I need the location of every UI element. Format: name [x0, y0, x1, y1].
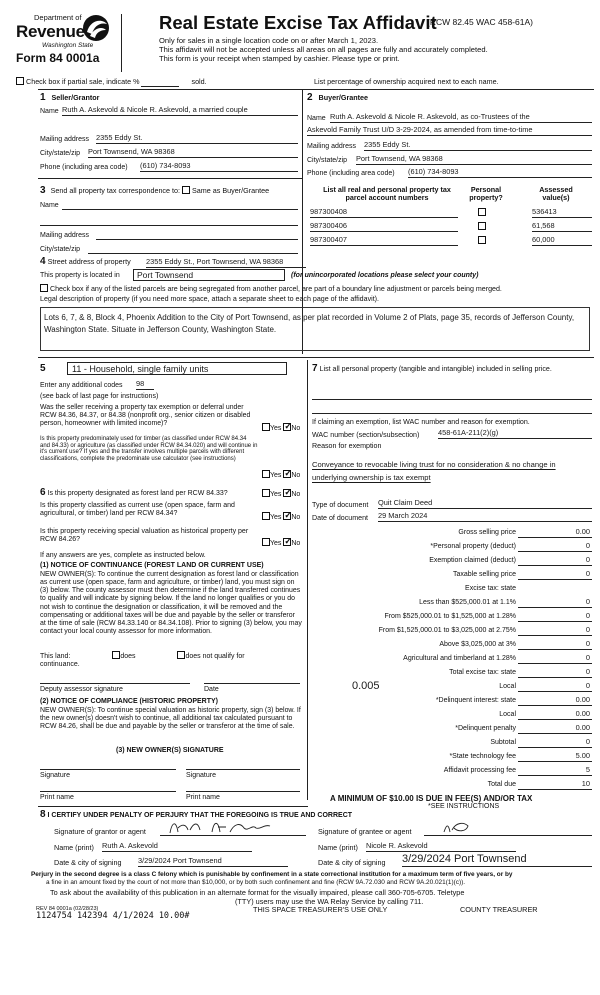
tax-row-value[interactable]: 10 [581, 779, 590, 788]
grantee-name-field[interactable]: Nicole R. Askevold [366, 842, 516, 852]
tax-row [312, 724, 594, 736]
buyer-heading [307, 92, 368, 104]
grantor-signature-image [160, 818, 306, 836]
grantee-date-field[interactable]: 3/29/2024 Port Townsend [402, 853, 592, 867]
tax-row-label: *Delinquent interest: state [435, 697, 516, 704]
parcel-number-field[interactable]: 987300406 [310, 222, 458, 232]
notice-continuance-title: (1) NOTICE OF CONTINUANCE (FOREST LAND OR CURRENT USE) [40, 562, 264, 569]
segregated-checkbox[interactable] [40, 284, 48, 292]
tax-row-value[interactable]: 0.00 [575, 723, 590, 732]
historic-answer [262, 538, 300, 548]
grantor-signature-label: Signature of grantor or agent [54, 827, 146, 836]
yes-label: Yes [270, 491, 282, 498]
state-line: Washington State [42, 42, 94, 49]
personal-property-list-field-1[interactable] [312, 390, 592, 400]
divider [38, 178, 302, 179]
tax-row-value[interactable]: 0 [585, 737, 590, 746]
forest-land-question [40, 487, 265, 499]
no-label: No [291, 540, 301, 547]
wac-label: WAC number (section/subsection) [312, 431, 420, 439]
personal-header-line1: Personal [470, 185, 502, 194]
buyer-name-field-line2[interactable]: Askevold Family Trust U/D 3-29-2024, as amended from time-to-time [307, 126, 592, 136]
additional-codes-label: Enter any additional codes [40, 382, 123, 389]
yes-label: Yes [270, 425, 282, 432]
tax-row-value[interactable]: 0 [585, 541, 590, 550]
see-back-note: (see back of last page for instructions) [40, 393, 159, 400]
tax-row-value[interactable]: 0.00 [575, 709, 590, 718]
section5-num: 5 [40, 363, 46, 374]
tax-row-line [518, 598, 592, 608]
assessed-value-field[interactable]: 60,000 [532, 236, 592, 246]
tax-row-value[interactable]: 0 [585, 611, 590, 620]
tax-row-label: Excise tax: state [465, 585, 516, 592]
seller-heading-label: Seller/Grantor [51, 93, 100, 102]
tax-row-label: Total due [487, 781, 516, 788]
notice-compliance-body: NEW OWNER(S): To continue special valuation as historic property, sign (3) below. If the new owner(s) doesn't wish to continue, all additional tax calculated pursuant to RCW 84.26, shall be due and payable by the seller or transferor at the time of sale. [40, 707, 301, 731]
local-rate-value[interactable]: 0.005 [352, 680, 380, 692]
correspondence-name-label: Name [40, 202, 59, 209]
correspondence-city-field[interactable] [88, 244, 298, 254]
assessed-header-line1: Assessed [539, 185, 573, 194]
tax-row [312, 738, 594, 750]
land-use-code-select[interactable]: 11 - Household, single family units [67, 362, 287, 375]
header-divider [121, 14, 122, 72]
reason-field[interactable]: Conveyance to revocable living trust for no consideration & no change in underlying ownership is tax exempt [312, 460, 556, 483]
does-checkbox[interactable] [112, 651, 120, 659]
does-label: does [120, 653, 136, 660]
tax-row-label: Exemption claimed (deduct) [429, 557, 516, 564]
revenue-swirl-icon [80, 14, 112, 42]
street-address-field[interactable]: 2355 Eddy St., Port Townsend, WA 98368 [146, 258, 306, 268]
does-not-checkbox[interactable] [177, 651, 185, 659]
partial-sale-sold: sold. [191, 77, 207, 86]
tax-row-label: *State technology fee [449, 753, 516, 760]
tax-row-line [518, 612, 592, 622]
same-as-buyer-checkbox[interactable] [182, 186, 190, 194]
tax-row-label: *Delinquent penalty [455, 725, 516, 732]
buyer-mailing-field[interactable]: 2355 Eddy St. [364, 141, 592, 151]
section7-num: 7 [312, 363, 318, 374]
partial-sale-checkbox[interactable] [16, 77, 24, 85]
grantor-name-field[interactable]: Ruth A. Askevold [102, 842, 252, 852]
tax-row-value[interactable]: 0 [585, 625, 590, 634]
buyer-phone-field[interactable]: (610) 734-8093 [408, 168, 592, 178]
tax-row-value[interactable]: 5.00 [575, 751, 590, 760]
no-checkbox[interactable] [283, 512, 291, 520]
tax-row [312, 780, 594, 792]
partial-sale-label: Check box if partial sale, indicate % [26, 77, 140, 86]
segregated-label: Check box if any of the listed parcels are being segregated from another parcel, are part of a boundary line adjustment or parcels being merged. [49, 285, 502, 293]
tax-row [312, 766, 594, 778]
seller-phone-label: Phone (including area code) [40, 164, 128, 171]
property-num: 4 [40, 256, 46, 267]
receipt-stamp: 1124754 142394 4/1/2024 10.00# [36, 911, 190, 921]
located-in-select[interactable]: Port Townsend [133, 269, 285, 281]
no-label: No [291, 425, 301, 432]
tax-row [312, 556, 594, 568]
parcel-row [310, 236, 592, 248]
personal-property-header [460, 186, 512, 203]
new-owner-signature-title: (3) NEW OWNER(S) SIGNATURE [116, 747, 224, 754]
partial-sale-row [16, 77, 207, 87]
deputy-signature-field[interactable] [40, 674, 190, 684]
perjury-notice-1: Perjury in the second degree is a class C felony which is punishable by confinement in a state correctional institution for a maximum term of five years, or by [31, 871, 513, 878]
segregated-row [40, 284, 596, 293]
buyer-city-field[interactable]: Port Townsend, WA 98368 [356, 155, 592, 165]
parcels-header-line2: parcel account numbers [345, 193, 429, 203]
reason-label: Reason for exemption [312, 442, 382, 450]
new-owner-signature-field-2[interactable] [186, 760, 300, 770]
does-not-label: does not qualify for [185, 653, 245, 660]
yes-checkbox[interactable] [262, 470, 270, 478]
doc-type-field[interactable]: Quit Claim Deed [378, 499, 592, 509]
personal-property-list-label [312, 363, 592, 375]
tax-row-value[interactable]: 0.00 [575, 527, 590, 536]
if-yes-note: If any answers are yes, complete as instructed below. [40, 552, 206, 559]
tax-row [312, 682, 594, 694]
no-checkbox[interactable] [283, 489, 291, 497]
parcel-number-field[interactable]: 987300407 [310, 236, 458, 246]
seller-heading [40, 92, 99, 104]
divider [38, 806, 308, 807]
parcels-header-line1: List all real and personal property tax [323, 185, 451, 194]
tax-row [312, 542, 594, 554]
buyer-name-label: Name [307, 115, 326, 122]
tax-row-label: From $525,000.01 to $1,525,000 at 1.28% [384, 613, 516, 620]
seller-name-label: Name [40, 108, 59, 115]
section8-num: 8 [40, 809, 46, 820]
wac-field[interactable]: 458-61A-211(2)(g) [438, 429, 592, 439]
tax-row-label: Above $3,025,000 at 3% [439, 641, 516, 648]
no-checkbox[interactable] [283, 470, 291, 478]
revision-code: REV 84 0001a (02/28/23) [36, 906, 99, 912]
assessed-value-field[interactable]: 536413 [532, 208, 592, 218]
grantee-date-label: Date & city of signing [318, 858, 386, 867]
tax-row-label: From $1,525,000.01 to $3,025,000 at 2.75% [378, 627, 516, 634]
buyer-mailing-label: Mailing address [307, 143, 357, 150]
tax-row-label: Subtotal [490, 739, 516, 746]
legal-description-label: Legal description of property (if you need more space, attach a separate sheet to each page of the affidavit). [40, 295, 380, 303]
accessibility-note-1: To ask about the availability of this publication in an alternate format for the visually impaired, please call 360-705-6705. Teletype [50, 888, 465, 897]
tax-row [312, 710, 594, 722]
no-label: No [291, 514, 301, 521]
tax-row-line [518, 738, 592, 748]
yes-checkbox[interactable] [262, 538, 270, 546]
correspondence-mailing-label: Mailing address [40, 232, 90, 239]
forest-land-label: Is this property designated as forest land per RCW 84.33? [47, 490, 228, 497]
grantor-date-field[interactable]: 3/29/2024 Port Townsend [138, 857, 288, 867]
yes-checkbox[interactable] [262, 512, 270, 520]
same-as-buyer-label: Same as Buyer/Grantee [192, 186, 270, 195]
located-in-label: This property is located in [40, 272, 120, 279]
deputy-signature-label: Deputy assessor signature [40, 686, 123, 693]
tax-row-line [518, 654, 592, 664]
yes-label: Yes [270, 540, 282, 547]
grantee-signature-field[interactable] [424, 818, 592, 836]
current-use-answer [262, 512, 300, 522]
tax-row-value[interactable]: 0.00 [575, 695, 590, 704]
correspondence-name-field-2[interactable] [40, 216, 298, 226]
correspondence-label: Send all property tax correspondence to: [50, 186, 181, 195]
tax-row-line [518, 626, 592, 636]
certify-label: I CERTIFY UNDER PENALTY OF PERJURY THAT THE FOREGOING IS TRUE AND CORRECT [47, 812, 353, 819]
perjury-notice-2: a fine in an amount fixed by the court of not more than $10,000, or by both such confinement and fine (RCW 9A.72.030 and RCW 9A.20.021(1)(c)). [46, 879, 466, 886]
seller-mailing-field[interactable]: 2355 Eddy St. [96, 134, 298, 144]
grantee-name-label: Name (print) [318, 843, 358, 852]
tax-row-label: Local [499, 683, 516, 690]
county-treasurer-label: COUNTY TREASURER [460, 905, 538, 914]
seller-name-field[interactable]: Ruth A. Askevold & Nicole R. Askevold, a married couple [62, 106, 298, 116]
yes-checkbox[interactable] [262, 423, 270, 431]
doc-type-label: Type of document [312, 501, 369, 509]
grantor-date-label: Date & city of signing [54, 858, 122, 867]
legal-description-field[interactable]: Lots 6, 7, & 8, Block 4, Phoenix Addition to the City of Port Townsend, as per plat recorded in Volume 2 of Plats, page 35, records of Jefferson County, Washington State. Situate in Jefferson County, Washington State. [40, 307, 590, 351]
grantee-signature-label: Signature of grantee or agent [318, 827, 412, 836]
seller-heading-num: 1 [40, 92, 46, 103]
tax-row-line [518, 766, 592, 776]
tax-row [312, 696, 594, 708]
this-land-label: This land: [40, 653, 71, 660]
partial-sale-percent-field[interactable] [141, 78, 179, 87]
accessibility-note-2: (TTY) users may use the WA Relay Service by calling 711. [235, 897, 424, 906]
doc-date-label: Date of document [312, 514, 368, 522]
seller-city-label: City/state/zip [40, 150, 81, 157]
dor-logo [14, 14, 114, 70]
tax-row-value[interactable]: 0 [585, 653, 590, 662]
tax-row [312, 626, 594, 638]
correspondence-mailing-field[interactable] [96, 230, 298, 240]
no-label: No [291, 472, 301, 479]
tax-row-line [518, 682, 592, 692]
historic-question: Is this property receiving special valuation as historical property per RCW 84.26? [40, 528, 249, 544]
yes-label: Yes [270, 472, 282, 479]
ownership-note: List percentage of ownership acquired next to each name. [314, 77, 499, 86]
revenue-wordmark: Revenue [16, 22, 85, 41]
new-owner-signature-field-1[interactable] [40, 760, 176, 770]
assessed-header-line2: value(s) [542, 193, 570, 203]
tax-row-value[interactable]: 0 [585, 681, 590, 690]
buyer-phone-label: Phone (including area code) [307, 170, 395, 177]
street-address-row [40, 256, 131, 268]
yes-label: Yes [270, 514, 282, 521]
exemption-claim-label: If claiming an exemption, list WAC number and reason for exemption. [312, 418, 530, 426]
yes-checkbox[interactable] [262, 489, 270, 497]
print-name-label-2: Print name [186, 794, 220, 801]
parcel-number-field[interactable]: 987300408 [310, 208, 458, 218]
tax-row [312, 528, 594, 540]
located-note: (for unincorporated locations please select your county) [291, 272, 479, 279]
minimum-due-note: A MINIMUM OF $10.00 IS DUE IN FEE(S) AND/OR TAX [330, 794, 533, 803]
tax-row-label: *Personal property (deduct) [430, 543, 516, 550]
buyer-city-label: City/state/zip [307, 157, 348, 164]
signature-label-1: Signature [40, 772, 70, 779]
tax-row-label: Less than $525,000.01 at 1.1% [419, 599, 516, 606]
tax-row-label: Agricultural and timberland at 1.28% [403, 655, 516, 662]
personal-property-list-field-2[interactable] [312, 404, 592, 414]
tax-row [312, 598, 594, 610]
tax-row-value[interactable]: 0 [585, 667, 590, 676]
section7-label: List all personal property (tangible and intangible) included in selling price. [319, 365, 552, 373]
divider [38, 357, 594, 358]
tax-row [312, 668, 594, 680]
new-owner-print-field-1[interactable] [40, 782, 176, 792]
correspondence-name-field[interactable] [62, 200, 298, 210]
tax-row-value[interactable]: 5 [585, 765, 590, 774]
this-land-row [40, 651, 302, 661]
tax-row-label: Local [499, 711, 516, 718]
tax-row-line [518, 570, 592, 580]
deputy-date-label: Date [204, 686, 219, 693]
buyer-heading-num: 2 [307, 92, 313, 103]
grantee-signature-image [424, 818, 592, 836]
grantor-signature-field[interactable] [160, 818, 306, 836]
assessed-value-field[interactable]: 61,568 [532, 222, 592, 232]
tax-row-label: Gross selling price [458, 529, 516, 536]
see-instructions-note: *SEE INSTRUCTIONS [428, 803, 500, 810]
personal-property-checkbox[interactable] [478, 208, 486, 216]
personal-property-checkbox[interactable] [478, 236, 486, 244]
header-note-3: This form is your receipt when stamped by cashier. Please type or print. [159, 54, 400, 63]
current-use-question: Is this property classified as current use (open space, farm and agricultural, or timber) land per RCW 84.34? [40, 502, 235, 518]
tax-row-line [518, 668, 592, 678]
parcel-row [310, 222, 592, 234]
street-address-label: Street address of property [47, 257, 131, 266]
tax-row-label: Affidavit processing fee [443, 767, 516, 774]
tax-row-value[interactable]: 0 [585, 639, 590, 648]
form-title: Real Estate Excise Tax Affidavit [159, 12, 437, 33]
tax-row [312, 640, 594, 652]
seller-phone-field[interactable]: (610) 734-8093 [140, 162, 298, 172]
tax-row-label: Taxable selling price [452, 571, 516, 578]
seller-city-field[interactable]: Port Townsend, WA 98368 [88, 148, 298, 158]
tax-row [312, 584, 594, 596]
tax-row-value[interactable]: 0 [585, 597, 590, 606]
correspondence-heading [40, 185, 269, 197]
grantor-name-label: Name (print) [54, 843, 94, 852]
tax-row [312, 654, 594, 666]
tax-row [312, 570, 594, 582]
no-checkbox[interactable] [283, 423, 291, 431]
continuance-label: continuance. [40, 661, 80, 668]
seller-mailing-label: Mailing address [40, 136, 90, 143]
tax-row-label: Total excise tax: state [449, 669, 516, 676]
no-label: No [291, 491, 301, 498]
exemption-answer [262, 423, 300, 433]
exemption-question: Was the seller receiving a property tax exemption or deferral under RCW 84.36, 84.37, or 84.38 (nonprofit org., senior citizen or disabled person, homeowner with limited income)? [40, 404, 251, 427]
tax-row-value[interactable]: 0 [585, 569, 590, 578]
form-number: Form 84 0001a [16, 51, 100, 65]
section-divider [307, 360, 308, 800]
parcel-row [310, 208, 592, 220]
no-checkbox[interactable] [283, 538, 291, 546]
tax-row-line [518, 542, 592, 552]
personal-header-line2: property? [469, 193, 503, 203]
dept-line: Department of [34, 13, 82, 22]
timber-question: Is this property predominately used for timber (as classified under RCW 84.34 and 84.33) or agriculture (as classified under RCW 84.34.020) and will continue in it's current use? If yes and the transfer involves multiple parcels with different classifications, complete the predominate use calculator (see instructions) [40, 436, 258, 463]
notice-compliance-title: (2) NOTICE OF COMPLIANCE (HISTORIC PROPERTY) [40, 698, 218, 705]
personal-property-checkbox[interactable] [478, 222, 486, 230]
tax-row [312, 612, 594, 624]
print-name-label-1: Print name [40, 794, 74, 801]
tax-row-line [518, 556, 592, 566]
header-note-1: Only for sales in a single location code on or after March 1, 2023. [159, 36, 379, 45]
doc-date-field[interactable]: 29 March 2024 [378, 512, 592, 522]
new-owner-print-field-2[interactable] [186, 782, 300, 792]
header-note-2: This affidavit will not be accepted unless all areas on all pages are fully and accurately completed. [159, 45, 488, 54]
signature-label-2: Signature [186, 772, 216, 779]
section6-num: 6 [40, 487, 46, 498]
correspondence-city-label: City/state/zip [40, 246, 81, 253]
buyer-name-field-line1[interactable]: Ruth A. Askevold & Nicole R. Askevold, as co-Trustees of the [330, 113, 592, 123]
tax-row-line [518, 640, 592, 650]
timber-answer [262, 470, 300, 480]
rcw-reference: (RCW 82.45 WAC 458-61A) [427, 17, 533, 27]
tax-row [312, 752, 594, 764]
divider [38, 89, 594, 90]
treasurer-use-label: THIS SPACE TREASURER'S USE ONLY [253, 905, 388, 914]
parcels-header [312, 186, 462, 203]
assessed-value-header [526, 186, 586, 203]
correspondence-num: 3 [40, 185, 46, 196]
additional-codes-field[interactable]: 98 [136, 380, 154, 390]
deputy-date-field[interactable] [204, 674, 300, 684]
forest-land-answer [262, 489, 300, 499]
notice-continuance-body: NEW OWNER(S): To continue the current designation as forest land or classification as current use (open space, farm and agriculture, or timber) land, you must sign on (3) below. The county assessor must then determine if the land transferred continues to qualify and will indicate by signing below. If the land no longer qualifies or you do not wish to continue the designation or classification, it will be removed and the compensating or additional taxes will be due and payable by the seller or transferor at the time of sale (RCW 84.33.140 or 84.34.108). Prior to signing (3) below, you may contact your local county assessor for more information. [40, 571, 302, 635]
buyer-heading-label: Buyer/Grantee [318, 93, 369, 102]
tax-row-value[interactable]: 0 [585, 555, 590, 564]
